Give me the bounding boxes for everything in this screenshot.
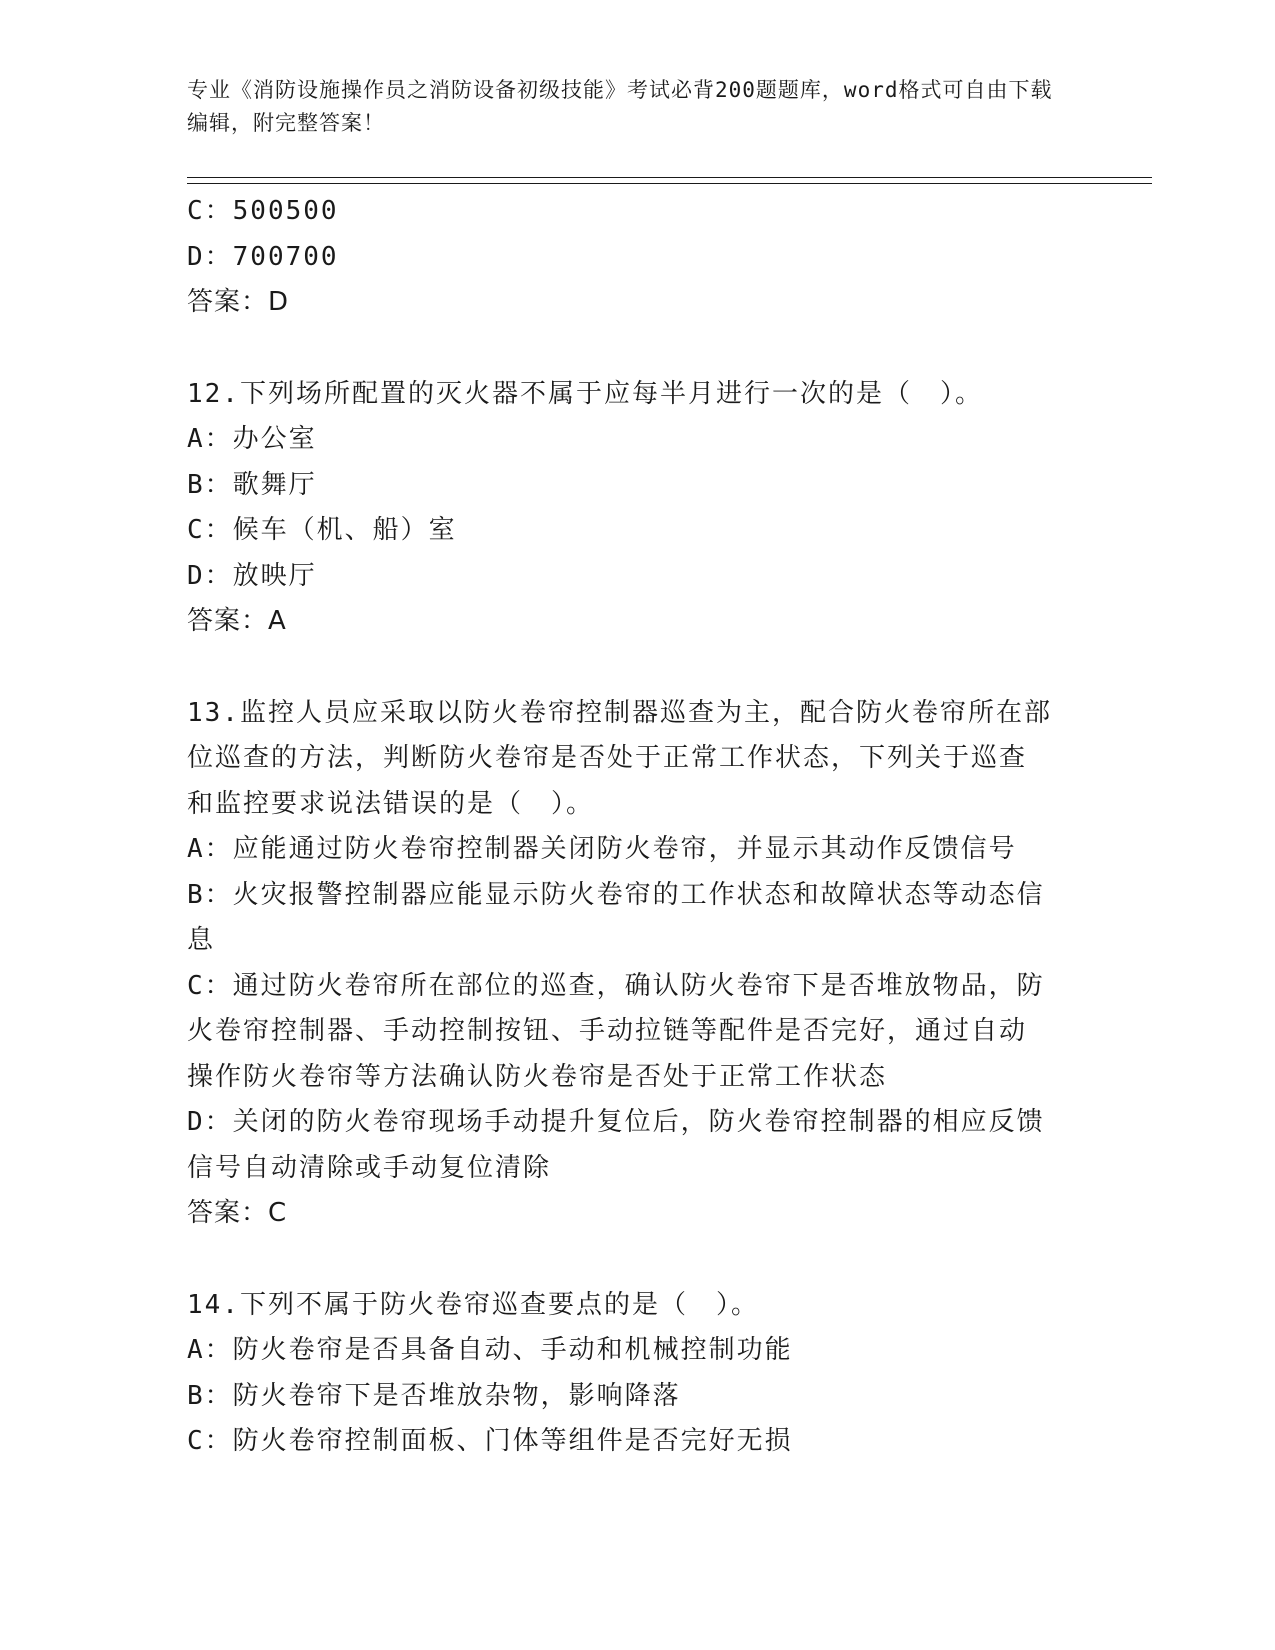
- option-d: D：700700: [187, 241, 339, 272]
- option-c: C：候车（机、船）室: [187, 515, 457, 545]
- option-d: D：放映厅: [187, 560, 317, 591]
- option-c: C：500500: [187, 196, 339, 226]
- question-stem: 12.下列场所配置的灭火器不属于应每半月进行一次的是（ ）。: [187, 378, 983, 409]
- question-stem: 14.下列不属于防火卷帘巡查要点的是（ ）。: [187, 1289, 759, 1320]
- option-c: C：通过防火卷帘所在部位的巡查，确认防火卷帘下是否堆放物品，防: [187, 970, 1045, 1001]
- option-c-continued: 操作防火卷帘等方法确认防火卷帘是否处于正常工作状态: [187, 1061, 888, 1092]
- document-body: [187, 189, 1087, 1465]
- question-stem-line: 和监控要求说法错误的是（ ）。: [187, 788, 595, 819]
- option-a: A：防火卷帘是否具备自动、手动和机械控制功能: [187, 1335, 793, 1365]
- option-b: B：歌舞厅: [187, 469, 317, 500]
- option-b: B：防火卷帘下是否堆放杂物，影响降落: [187, 1380, 681, 1411]
- question-13: [187, 691, 1087, 1237]
- option-b-continued: 息: [187, 925, 216, 955]
- option-b: B：火灾报警控制器应能显示防火卷帘的工作状态和故障状态等动态信: [187, 879, 1045, 910]
- header-divider-top: [187, 177, 1152, 178]
- question-12: [187, 372, 1087, 645]
- question-stem-line: 位巡查的方法，判断防火卷帘是否处于正常工作状态，下列关于巡查: [187, 743, 1028, 773]
- option-c: C：防火卷帘控制面板、门体等组件是否完好无损: [187, 1426, 793, 1456]
- option-c-continued: 火卷帘控制器、手动控制按钮、手动拉链等配件是否完好，通过自动: [187, 1016, 1028, 1046]
- spacer: [187, 645, 1087, 691]
- header-divider-bottom: [187, 183, 1152, 184]
- option-a: A：应能通过防火卷帘控制器关闭防火卷帘，并显示其动作反馈信号: [187, 834, 1017, 864]
- answer-line: 答案：A: [187, 606, 287, 636]
- answer-line: 答案：D: [187, 287, 290, 317]
- option-d-continued: 信号自动清除或手动复位清除: [187, 1152, 552, 1183]
- spacer: [187, 1237, 1087, 1283]
- question-stem-line: 13.监控人员应采取以防火卷帘控制器巡查为主，配合防火卷帘所在部: [187, 697, 1052, 728]
- option-a: A：办公室: [187, 424, 317, 454]
- page-header: 专业《消防设施操作员之消防设备初级技能》考试必背200题题库，word格式可自由下载编辑，附完整答案！: [187, 78, 1053, 135]
- question-14: [187, 1283, 1087, 1465]
- previous-question-tail: [187, 189, 1087, 326]
- spacer: [187, 326, 1087, 372]
- option-d: D：关闭的防火卷帘现场手动提升复位后，防火卷帘控制器的相应反馈: [187, 1107, 1045, 1137]
- answer-line: 答案：C: [187, 1198, 288, 1228]
